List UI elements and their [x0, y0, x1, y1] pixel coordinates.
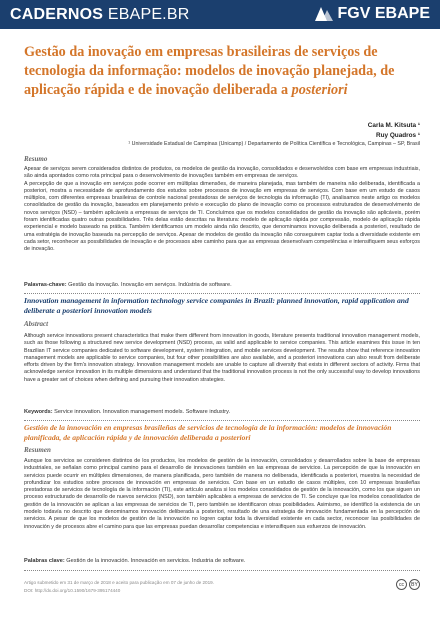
- abstract-heading: Abstract: [24, 320, 49, 328]
- article-title-main: Gestão da inovação em empresas brasileiras de serviços de tecnologia da informação: modelos de inovação planejada, de aplicação rápida e de inovação deliberada a: [24, 44, 395, 98]
- resumen-keywords: [24, 558, 420, 564]
- fgv-emblem-icon: [315, 7, 333, 21]
- publisher-name: FGV EBAPE: [337, 5, 430, 22]
- resumen-body: [24, 458, 420, 531]
- abstract-keywords: [24, 409, 420, 415]
- doi-link[interactable]: DOI: http://dx.doi.org/10.1590/1679-395174440: [24, 588, 121, 593]
- journal-logo: [10, 6, 189, 24]
- keywords-text: Gestión de la innovación. Innovación en servicios. Industria de software.: [64, 558, 246, 564]
- author-list: [368, 121, 420, 141]
- article-title-italic: posteriori: [291, 82, 348, 98]
- keywords-label: Keywords:: [24, 409, 53, 415]
- resumo-keywords: [24, 282, 420, 288]
- article-title: [24, 43, 420, 100]
- resumo-paragraph: A percepção de que a inovação em serviços pode ocorrer em múltiplas dimensões, de maneira planejada, mas também de maneira não deliberada, identificada a posteriori, mostra a necessidade de aprofundamento dos estudos sobre processos de inovação em empresas de serviços. Com base em um estudo de casos múltiplos, com diferentes empresas brasileiras de controle nacional prestadoras de serviços de tecnologia da informação (TI), analisamos neste artigo os modelos consolidados de gestão da inovação, baseados em planejamento prévio e execução do plano de inovação como os processos estruturados de desenvolvimento de novos serviços (NSD) – também aplicáveis a empresas de serviços de TI. Concluímos que os modelos consolidados de gestão da inovação são aplicáveis, porém foram identificadas quatro outras possibilidades. Três delas estão descritas na literatura: modelo de aplicação rápida por compressão, modelo de aplicação rápida experiencial e modelo baseado na prática. Também identificamos um modelo ainda não descrito, que denominamos inovação deliberada a posteriori, resultado de uma estratégia de inovação baseada na percepção de serviços. Apesar de modelos de gestão da inovação não conseguirem captar toda a diversidade existente em cada setor, reconhecer as possibilidades de inovação e de processos abre caminho para que as empresas desenvolvam competências e intensifiquem seus esforços de inovação.: [24, 180, 420, 253]
- author-affiliation: ¹ Universidade Estadual de Campinas (Unicamp) / Departamento de Política Científica e Tecnológica, Campinas – SP, Brasil: [128, 141, 420, 147]
- by-attribution-icon: BY: [409, 579, 420, 590]
- section-divider: [24, 293, 420, 294]
- resumo-heading: Resumo: [24, 155, 48, 163]
- section-divider: [24, 570, 420, 571]
- journal-name-light: EBAPE.BR: [107, 6, 190, 23]
- journal-header-bar: [0, 0, 440, 29]
- abstract-paragraph: Although service innovations present characteristics that make them different from innovation in goods, literature presents traditional innovation management models, such as those following a structured new service development (NSD) process, as valid and applicable to service companies. This article examines this issue in ten Brazilian IT service companies dedicated to software development, system integration, and mobile services development. The results show that reference innovation management models are applicable to service companies, but four other possibilities are also available, and a posteriori innovations can also result from deliberate efforts driven by the firm's innovation strategy. Innovation management models are unable to capture all diversity that exists in different sectors of activity. Firms that acknowledge service innovation in its multiple dimensions and understand that the traditional innovation process is not the only successful way to develop innovations have a greater set of choices when defining and pursuing their innovation strategies.: [24, 333, 420, 383]
- cc-icon: cc: [396, 579, 407, 590]
- journal-name-bold: CADERNOS: [10, 6, 104, 23]
- resumo-body: [24, 166, 420, 254]
- submission-dates: Artigo submetido em 31 de março de 2018 e aceito para publicação em 07 de junho de 2019.: [24, 580, 215, 585]
- section-divider: [24, 420, 420, 421]
- article-footer: [24, 579, 214, 595]
- abstract-body: [24, 333, 420, 384]
- spanish-title: Gestión de la innovación en empresas brasileñas de servicios de tecnología de la información: modelos de innovación planificada, de aplicación rápida y de innovación deliberada a posteriori: [24, 423, 392, 442]
- keywords-text: Gestão da inovação. Inovação em serviços. Indústria de software.: [66, 282, 232, 288]
- keywords-label: Palavras-chave:: [24, 282, 67, 288]
- english-title: Innovation management in information technology service companies in Brazil: planned innovation, rapid application and deliberate a posteriori innovation models: [24, 296, 409, 315]
- author-name: Carla M. Kitsuta ¹: [367, 122, 420, 129]
- resumo-paragraph: Apesar de serviços serem considerados distintos de produtos, os modelos de gestão da inovação, consolidados e desenvolvidos com base em empresas industriais, são ainda apontados como rota principal para o desenvolvimento de inovações também em empresas de serviços.: [24, 166, 420, 180]
- resumen-paragraph: Aunque los servicios se consideren distintos de los productos, los modelos de gestión de la innovación, consolidados y desarrollados sobre la base de empresas industriales, se señalan como principal camino para el desarrollo de innovaciones también en las empresas de servicios. La percepción de que la innovación en servicios puede ocurrir en múltiples dimensiones, de manera planificada, pero también de manera no deliberada, identificada a posteriori, muestra la necesidad de profundizar los estudios sobre procesos de innovación en empresas de servicios. Con base en un estudio de casos múltiples, con 10 empresas brasileñas prestadoras de servicios de tecnología de la información (TI), este artículo analiza si los modelos consolidados de gestión de la innovación, como los que siguen un proceso estructurado de desarrollo de nuevos servicios (NSD), son también aplicables a empresas de servicios de TI. Se concluye que los modelos consolidados de gestión de la innovación se aplican a las empresas de servicios de TI, pero también se identificaron otras posibilidades. Asimismo, se identificó la existencia de un modelo todavía no descrito que denominamos innovación deliberada a posteriori, resultado de una estrategia de innovación fundamentada en la percepción de servicios. A pesar de que los modelos de gestión de la innovación no logren captar toda la diversidad existente en cada sector, reconocer las posibilidades de innovación y de procesos abre el camino para que las empresas puedan desarrollar competencias e intensifiquen sus esfuerzos de innovación.: [24, 458, 420, 530]
- keywords-label: Palabras clave:: [24, 558, 65, 564]
- resumen-heading: Resumen: [24, 446, 51, 454]
- publisher-logo: [315, 5, 430, 23]
- author-name: Ruy Quadros ¹: [375, 132, 420, 139]
- cc-license-badge[interactable]: [396, 579, 420, 590]
- keywords-text: Service innovation. Innovation management models. Software industry.: [52, 409, 231, 415]
